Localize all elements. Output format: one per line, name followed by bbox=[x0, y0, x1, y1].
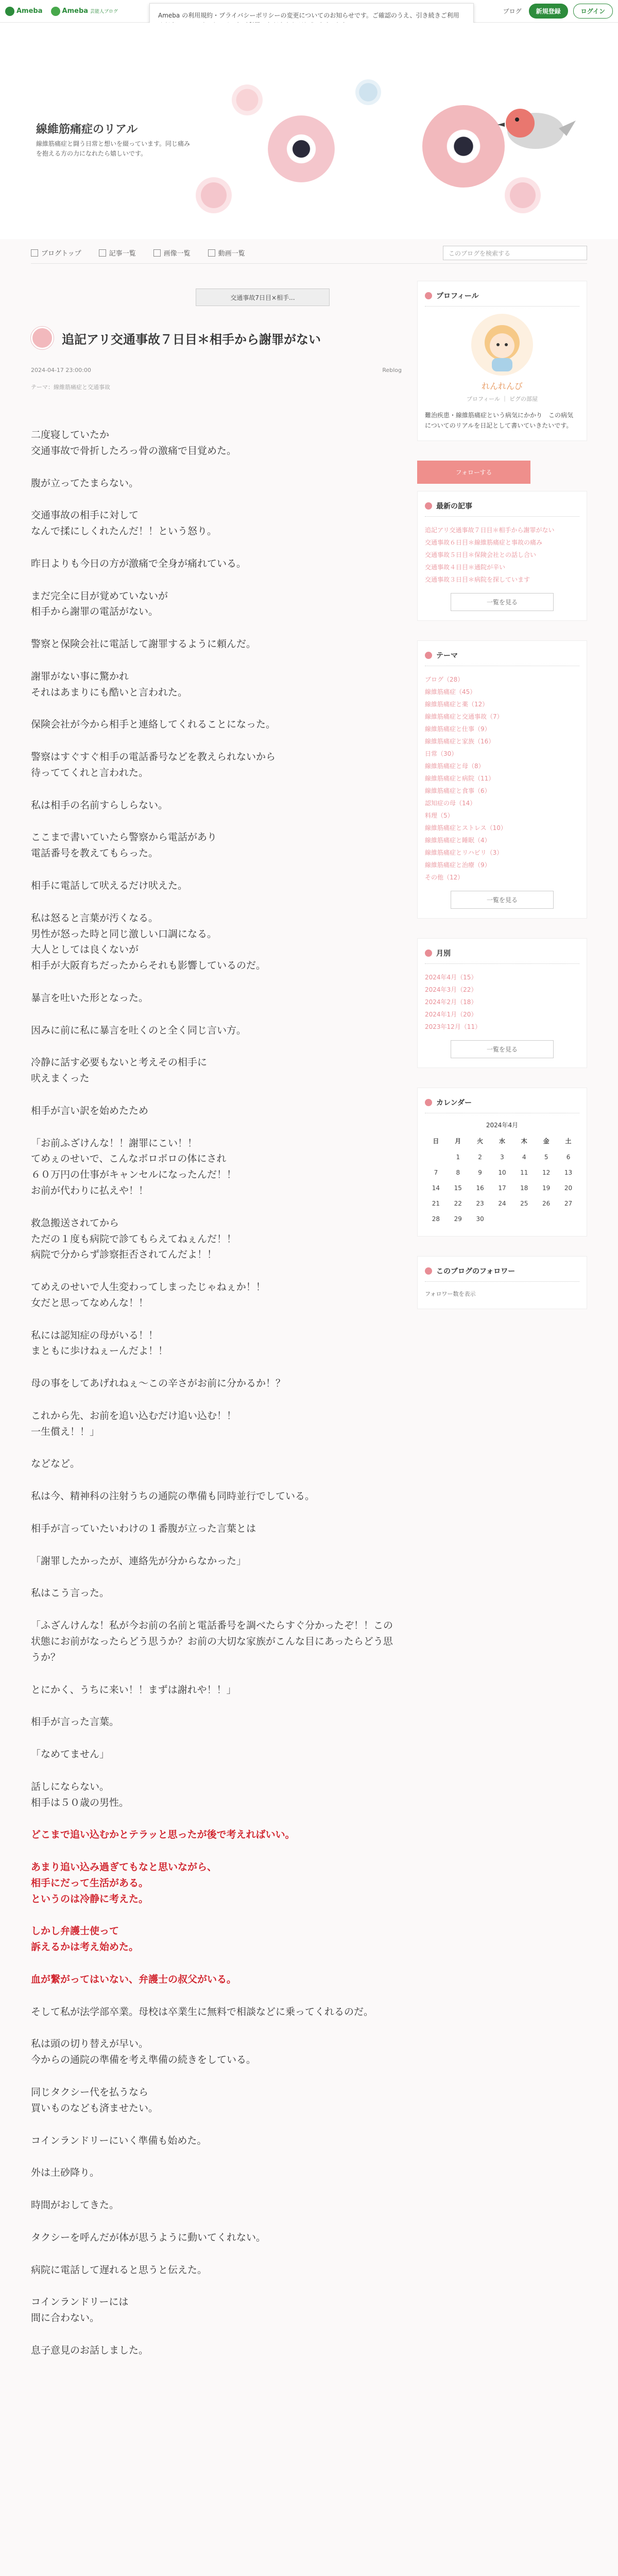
calendar-day[interactable]: 5 bbox=[544, 1153, 548, 1161]
calendar-weekday: 木 bbox=[521, 1137, 527, 1145]
recent-title bbox=[425, 501, 579, 517]
calendar-day[interactable]: 11 bbox=[520, 1168, 528, 1176]
recent-entry-link[interactable]: 交通事故５日目＊保険会社との話し合い bbox=[425, 551, 537, 558]
nav-label: 記事一覧 bbox=[109, 250, 136, 258]
article-paragraph: ここまで書いていたら警察から電話があり 電話番号を教えてもらった。 bbox=[31, 832, 217, 859]
theme-link[interactable]: 線維筋痛症と母（8） bbox=[425, 762, 485, 770]
article-paragraph: 因みに前に私に暴言を吐くのと全く同じ言い方。 bbox=[31, 1024, 247, 1036]
flower-decoration bbox=[268, 115, 335, 182]
calendar-day[interactable]: 21 bbox=[432, 1199, 440, 1207]
calendar-day bbox=[535, 1211, 557, 1227]
follow-button[interactable]: フォローする bbox=[417, 461, 530, 484]
calendar-day bbox=[513, 1211, 535, 1227]
calendar-month: 2024年4月 bbox=[486, 1121, 519, 1129]
theme-link[interactable]: 線維筋痛症（45） bbox=[425, 688, 476, 696]
flower-bullet-icon bbox=[425, 292, 432, 299]
profile-text: 難治疾患・線維筋痛症という病気にかかり この病気についてのリアルを日記として書いていきたいです。 bbox=[425, 412, 574, 430]
blog-title[interactable]: 線維筋痛症のリアル bbox=[36, 123, 138, 136]
archive-link[interactable]: 2024年1月（20） bbox=[425, 1010, 477, 1018]
theme-link[interactable]: 線維筋痛症と家族（16） bbox=[425, 737, 495, 745]
followers-card bbox=[417, 1256, 587, 1309]
article-paragraph: などなど。 bbox=[31, 1458, 80, 1470]
calendar-title bbox=[425, 1097, 579, 1113]
recent-entry-link[interactable]: 交通事故６日目＊線維筋痛症と事故の痛み bbox=[425, 538, 543, 546]
recent-entries-card bbox=[417, 491, 587, 621]
avatar-illustration bbox=[471, 314, 533, 376]
calendar-day[interactable]: 23 bbox=[476, 1199, 484, 1207]
archive-list bbox=[425, 971, 579, 1033]
article-paragraph: 私は怒ると言葉が汚くなる。 男性が怒った時と同じ激しい口調になる。 大人としては良くないが 相手が大阪育ちだったからそれも影響しているのだ。 bbox=[31, 912, 266, 972]
article-paragraph: 時間がおしてきた。 bbox=[31, 2199, 119, 2211]
image-icon bbox=[153, 249, 161, 257]
profile-title bbox=[425, 291, 579, 307]
article-paragraph: 血が繋がってはいない、弁護士の叔父がいる。 bbox=[31, 1973, 237, 1985]
theme-link[interactable]: 認知症の母（14） bbox=[425, 799, 476, 807]
archive-link[interactable]: 2024年2月（18） bbox=[425, 998, 477, 1006]
theme-link[interactable]: 日常（30） bbox=[425, 750, 458, 757]
calendar-day[interactable]: 19 bbox=[542, 1184, 551, 1192]
blog-description: 線維筋痛症と闘う日常と想いを綴っています。同じ痛みを抱える方の力になれたら嬉しいです。 bbox=[36, 140, 191, 158]
blog-search-input[interactable]: このブログを検索する bbox=[443, 246, 587, 260]
calendar-day[interactable]: 10 bbox=[498, 1168, 506, 1176]
calendar-day[interactable]: 7 bbox=[434, 1168, 438, 1176]
calendar-day[interactable]: 12 bbox=[542, 1168, 551, 1176]
blog-link[interactable]: ブログ bbox=[503, 8, 522, 15]
article-paragraph: 相手が言い訳を始めたため bbox=[31, 1105, 149, 1116]
article-paragraph: 暴言を吐いた形となった。 bbox=[31, 992, 149, 1004]
calendar-weekday: 金 bbox=[543, 1137, 550, 1145]
article-paragraph: とにかく、うちに来い！！まずは謝れや！！」 bbox=[31, 1684, 236, 1696]
ameba-logo-icon bbox=[5, 7, 14, 16]
sidebar bbox=[417, 281, 587, 1329]
theme-link[interactable]: 線維筋痛症と病院（11） bbox=[425, 774, 495, 782]
article-paragraph: 母の事をしてあげれねぇ～この辛さがお前に分かるか！？ bbox=[31, 1378, 286, 1389]
flower-bullet-icon bbox=[425, 1099, 432, 1106]
calendar-day[interactable]: 8 bbox=[456, 1168, 460, 1176]
calendar-day[interactable]: 30 bbox=[476, 1215, 484, 1223]
notice-text: Ameba の利用規約・プライバシーポリシーの変更についてのお知らせです。ご確認のうえ、引き続きご利用 bbox=[158, 12, 459, 19]
calendar-day bbox=[491, 1211, 513, 1227]
article-header bbox=[31, 327, 402, 349]
themes-card bbox=[417, 640, 587, 919]
article-paragraph: 昨日よりも今日の方が激痛で全身が痛れている。 bbox=[31, 557, 247, 569]
article-date: 2024-04-17 23:00:00 bbox=[31, 367, 91, 374]
celebrity-logo-text: Ameba bbox=[62, 7, 89, 15]
nav-entry-list[interactable] bbox=[99, 248, 136, 258]
article-paragraph: 相手が言った言葉。 bbox=[31, 1716, 119, 1728]
calendar-day[interactable]: 17 bbox=[498, 1184, 506, 1192]
video-icon bbox=[208, 249, 215, 257]
article-paragraph: 警察と保険会社に電話して謝罪するように頼んだ。 bbox=[31, 638, 256, 650]
flower-bullet-icon bbox=[425, 1267, 432, 1275]
calendar-weekday: 日 bbox=[433, 1137, 439, 1145]
article-paragraph: 保険会社が今から相手と連絡してくれることになった。 bbox=[31, 719, 276, 731]
article-paragraph: 謝罪がない事に驚かれ それはあまりにも酷いと言われた。 bbox=[31, 670, 188, 698]
flower-decoration bbox=[422, 105, 505, 188]
article-paragraph: 腹が立ってたまらない。 bbox=[31, 477, 139, 489]
calendar-day[interactable]: 20 bbox=[564, 1184, 573, 1192]
article-paragraph: 私はこう言った。 bbox=[31, 1587, 110, 1599]
article-meta bbox=[31, 367, 402, 374]
article-paragraph: 話しにならない。 相手は５０歳の男性。 bbox=[31, 1781, 129, 1808]
flower-decoration bbox=[232, 84, 263, 115]
followers-heading: このブログのフォロワー bbox=[436, 1267, 516, 1276]
flower-bullet-icon bbox=[425, 502, 432, 510]
archive-card bbox=[417, 938, 587, 1068]
calendar-weekday: 火 bbox=[477, 1137, 484, 1145]
archive-heading: 月別 bbox=[436, 949, 451, 958]
ameba-celebrity-logo[interactable] bbox=[51, 7, 118, 16]
article-theme[interactable]: テーマ：線維筋痛症と交通事故 bbox=[31, 384, 110, 391]
theme-link[interactable]: 線維筋痛症とストレス（10） bbox=[425, 824, 507, 832]
reblog-button[interactable]: Reblog bbox=[382, 367, 402, 374]
article-paragraph: 外は土砂降り。 bbox=[31, 2167, 100, 2179]
calendar-weekday: 月 bbox=[455, 1137, 461, 1145]
breadcrumb[interactable]: 交通事故7日目×相手... bbox=[196, 289, 330, 306]
calendar-day[interactable]: 6 bbox=[566, 1153, 571, 1161]
article-paragraph: タクシーを呼んだが体が思うように動いてくれない。 bbox=[31, 2231, 266, 2243]
archive-link[interactable]: 2023年12月（11） bbox=[425, 1023, 482, 1030]
calendar-day[interactable]: 14 bbox=[432, 1184, 440, 1192]
calendar-day[interactable]: 24 bbox=[498, 1199, 506, 1207]
celebrity-logo-icon bbox=[51, 7, 60, 16]
article-paragraph: 警察はすぐすぐ相手の電話番号などを教えられないから 待っててくれと言われた。 bbox=[31, 751, 276, 778]
article-paragraph: 同じタクシー代を払うなら 買いものなども済ませたい。 bbox=[31, 2087, 159, 2114]
archive-title bbox=[425, 948, 579, 964]
calendar-day[interactable]: 16 bbox=[476, 1184, 484, 1192]
list-icon bbox=[99, 249, 106, 257]
calendar-day[interactable]: 13 bbox=[564, 1168, 573, 1176]
archive-link[interactable]: 2024年3月（22） bbox=[425, 986, 477, 993]
article-body bbox=[31, 427, 402, 2359]
theme-link[interactable]: 線維筋痛症と治療（9） bbox=[425, 861, 491, 869]
article-paragraph: 私には認知症の母がいる！！ まともに歩けねぇーんだよ！！ bbox=[31, 1329, 168, 1357]
article-paragraph: 私は相手の名前すらしらない。 bbox=[31, 799, 168, 811]
flower-decoration bbox=[355, 79, 381, 105]
nav-label: ブログトップ bbox=[41, 250, 81, 258]
recent-heading: 最新の記事 bbox=[436, 502, 472, 511]
article-paragraph: 「ふざんけんな！私が今お前の名前と電話番号を調べたらすぐ分かったぞ！！この状態にお前がなったらどう思うか？お前の大切な家族がこんな目にあったらどう思うか？ bbox=[31, 1620, 393, 1663]
calendar-day[interactable]: 25 bbox=[520, 1199, 528, 1207]
nav-blog-top[interactable] bbox=[31, 248, 81, 258]
article-paragraph: 私は頭の切り替えが早い。 今からの通院の準備を考え準備の続きをしている。 bbox=[31, 2038, 256, 2066]
calendar-weekday: 土 bbox=[565, 1137, 572, 1145]
nav-label: 動画一覧 bbox=[218, 250, 245, 258]
article-paragraph: そして私が法学部卒業。母校は卒業生に無料で相談などに乗ってくれるのだ。 bbox=[31, 2006, 374, 2018]
article-paragraph: コインランドリーには 間に合わない。 bbox=[31, 2296, 129, 2324]
calendar-day[interactable]: 9 bbox=[478, 1168, 482, 1176]
flower-bullet-icon bbox=[425, 950, 432, 957]
nav-video-list[interactable] bbox=[208, 248, 245, 258]
article-paragraph: あまり追い込み過ぎてもなと思いながら、 相手にだって生活がある。 というのは冷静に考えた。 bbox=[31, 1861, 217, 1905]
theme-link[interactable]: 線維筋痛症と睡眠（4） bbox=[425, 836, 491, 844]
calendar-day[interactable]: 3 bbox=[500, 1153, 504, 1161]
theme-link[interactable]: 料理（5） bbox=[425, 811, 454, 819]
calendar-card bbox=[417, 1088, 587, 1236]
article-paragraph: 相手に電話して吠えるだけ吠えた。 bbox=[31, 880, 188, 892]
recent-entry-link[interactable]: 交通事故３日目＊病院を探しています bbox=[425, 575, 530, 583]
theme-link[interactable]: その他（12） bbox=[425, 873, 464, 881]
profile-card bbox=[417, 281, 587, 441]
celebrity-logo-sub: 芸能人ブログ bbox=[90, 9, 118, 14]
theme-link[interactable]: 線維筋痛症と食事（6） bbox=[425, 787, 491, 794]
article-paragraph: 病院に電話して遅れると思うと伝えた。 bbox=[31, 2264, 208, 2276]
recent-entry-list bbox=[425, 524, 579, 586]
flower-decoration bbox=[505, 177, 541, 213]
calendar-day[interactable]: 29 bbox=[454, 1215, 462, 1223]
themes-more-button[interactable]: 一覧を見る bbox=[451, 891, 554, 909]
theme-link[interactable]: 線維筋痛症と仕事（9） bbox=[425, 725, 491, 733]
article-paragraph: 冷静に話す必要もないと考えその相手に 吠えまくった bbox=[31, 1057, 208, 1084]
calendar-day[interactable]: 4 bbox=[522, 1153, 526, 1161]
home-icon bbox=[31, 249, 38, 257]
blog-nav bbox=[31, 242, 587, 264]
archive-more-button[interactable]: 一覧を見る bbox=[451, 1040, 554, 1058]
profile-name[interactable]: れんれんび bbox=[481, 381, 523, 391]
recent-entry-link[interactable]: 交通事故４日目＊通院が辛い bbox=[425, 563, 506, 571]
theme-link[interactable]: 線維筋痛症とリハビリ（3） bbox=[425, 849, 503, 856]
flower-decoration bbox=[196, 177, 232, 213]
calendar-day[interactable]: 18 bbox=[520, 1184, 528, 1192]
archive-link[interactable]: 2024年4月（15） bbox=[425, 973, 477, 981]
calendar-day[interactable]: 28 bbox=[432, 1215, 440, 1223]
nav-label: 画像一覧 bbox=[163, 250, 191, 258]
ameba-logo-text: Ameba bbox=[16, 7, 43, 15]
calendar-day[interactable]: 26 bbox=[542, 1199, 551, 1207]
nav-image-list[interactable] bbox=[153, 248, 191, 258]
blog-header bbox=[0, 23, 618, 239]
profile-links[interactable]: プロフィール ｜ ピグの部屋 bbox=[467, 396, 538, 402]
calendar-heading: カレンダー bbox=[436, 1098, 472, 1107]
calendar-day[interactable]: 2 bbox=[478, 1153, 482, 1161]
signup-button[interactable]: 新規登録 bbox=[529, 4, 568, 19]
themes-title bbox=[425, 650, 579, 666]
followers-title bbox=[425, 1266, 579, 1282]
theme-list bbox=[425, 673, 579, 884]
article-paragraph: これから先、お前を追い込むだけ追い込む！！ 一生償え！！」 bbox=[31, 1410, 237, 1437]
calendar-day[interactable]: 22 bbox=[454, 1199, 462, 1207]
article-paragraph: 「謝罪したかったが、連絡先が分からなかった」 bbox=[31, 1555, 247, 1567]
calendar-day[interactable]: 27 bbox=[564, 1199, 573, 1207]
article-paragraph: 救急搬送されてから ただの１度も病院で診てもらえてねぇんだ！！ 病院で分からず診察拒否されてんだよ！！ bbox=[31, 1217, 237, 1261]
article-paragraph: 私は今、精神科の注射うちの通院の準備も同時並行でしている。 bbox=[31, 1490, 315, 1502]
article-paragraph: どこまで追い込むかとテラッと思ったが後で考えればいい。 bbox=[31, 1829, 295, 1841]
article-paragraph: 「なめてません」 bbox=[31, 1749, 110, 1760]
article-flower-icon bbox=[31, 327, 54, 349]
theme-link[interactable]: 線維筋痛症と交通事故（7） bbox=[425, 713, 503, 720]
theme-link[interactable]: 線維筋痛症と薬（12） bbox=[425, 700, 489, 708]
followers-text: フォロワー数を表示 bbox=[425, 1290, 476, 1297]
flower-bullet-icon bbox=[425, 652, 432, 659]
calendar-weekday: 水 bbox=[499, 1137, 505, 1145]
article-paragraph: 「お前ふざけんな！！謝罪にこい！！ てめぇのせいで、こんなボロボロの体にされ ６０万円の仕事がキャンセルになったんだ！！ お前が代わりに払えや！！ bbox=[31, 1137, 237, 1196]
article-paragraph: てめえのせいで人生変わってしまったじゃねぇか！！ 女だと思ってなめんな！！ bbox=[31, 1281, 266, 1309]
article-paragraph: まだ完全に目が覚めていないが 相手から謝罪の電話がない。 bbox=[31, 590, 168, 618]
article-title[interactable]: 追記アリ交通事故７日目＊相手から謝罪がない bbox=[62, 332, 321, 347]
article-paragraph: 息子意見のお話しました。 bbox=[31, 2344, 149, 2356]
article-paragraph: しかし弁護士使って 訴えるかは考え始めた。 bbox=[31, 1925, 139, 1953]
profile-avatar[interactable] bbox=[471, 314, 533, 376]
article-paragraph: 交通事故の相手に対して なんで揉にしくれたんだ！！という怒り。 bbox=[31, 510, 217, 537]
ameba-logo[interactable] bbox=[5, 7, 43, 16]
calendar-day[interactable]: 1 bbox=[456, 1153, 460, 1161]
recent-entry-link[interactable]: 追記アリ交通事故７日目＊相手から謝罪がない bbox=[425, 526, 555, 534]
article-paragraph: 二度寝していたか 交通事故で骨折したろっ骨の激痛で目覚めた。 bbox=[31, 429, 237, 456]
article-paragraph: 相手が言っていたいわけの１番腹が立った言葉とは bbox=[31, 1522, 256, 1534]
calendar-day bbox=[557, 1211, 579, 1227]
main-content bbox=[31, 273, 402, 2375]
themes-heading: テーマ bbox=[436, 651, 458, 660]
bird-illustration bbox=[494, 100, 577, 157]
profile-heading: プロフィール bbox=[436, 292, 479, 300]
calendar-day bbox=[425, 1149, 447, 1165]
recent-more-button[interactable]: 一覧を見る bbox=[451, 593, 554, 611]
theme-link[interactable]: ブログ（28） bbox=[425, 675, 464, 683]
login-button[interactable]: ログイン bbox=[573, 4, 613, 19]
article-paragraph: コインランドリーにいく準備も始めた。 bbox=[31, 2134, 207, 2146]
calendar-day[interactable]: 15 bbox=[454, 1184, 462, 1192]
calendar-table bbox=[425, 1132, 579, 1227]
